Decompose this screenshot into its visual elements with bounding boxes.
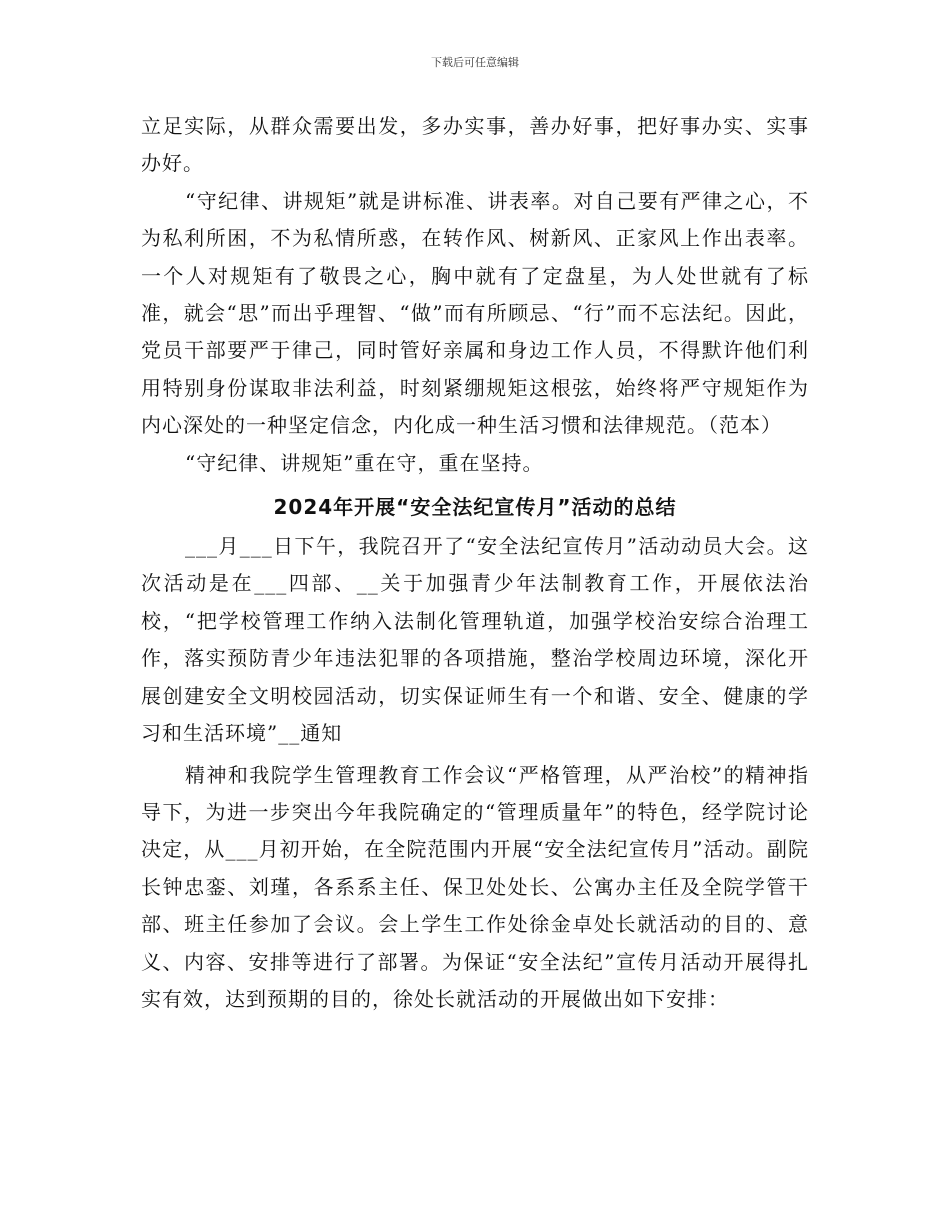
paragraph-meeting-intro: ___月___日下午，我院召开了“安全法纪宣传月”活动动员大会。这次活动是在___四部、__关于加强青少年法制教育工作，开展依法治校，“把学校管理工作纳入法制化管理轨道，加强学校治安综合治理工作，落实预防青少年违法犯罪的各项措施，整治学校周边环境，深化开展创建安全文明校园活动，切实保证师生有一个和谐、安全、健康的学习和生活环境”__通知 [141, 534, 809, 746]
page-header-note: 下载后可任意编辑 [431, 56, 519, 69]
paragraph-discipline-persistence: “守纪律、讲规矩”重在守，重在坚持。 [185, 450, 544, 475]
section-title: 2024年开展“安全法纪宣传月”活动的总结 [273, 495, 677, 520]
document-body [141, 108, 809, 1018]
paragraph-continuation: 立足实际，从群众需要出发，多办实事，善办好事，把好事办实、实事办好。 [141, 114, 809, 176]
paragraph-discipline-standards: “守纪律、讲规矩”就是讲标准、讲表率。对自己要有严律之心，不为私利所困，不为私情所惑，在转作风、树新风、正家风上作出表率。一个人对规矩有了敬畏之心，胸中就有了定盘星，为人处世就有了标准，就会“思”而出乎理智、“做”而有所顾忌、“行”而不忘法纪。因此，党员干部要严于律己，同时管好亲属和身边工作人员，不得默许他们利用特别身份谋取非法利益，时刻紧绷规矩这根弦，始终将严守规矩作为内心深处的一种坚定信念，内化成一种生活习惯和法律规范。（范本） [141, 188, 809, 438]
paragraph-meeting-arrangements: 精神和我院学生管理教育工作会议“严格管理，从严治校”的精神指导下，为进一步突出今年我院确定的“管理质量年”的特色，经学院讨论决定，从___月初开始，在全院范围内开展“安全法纪宣传月”活动。副院长钟忠銮、刘瑾，各系系主任、保卫处处长、公寓办主任及全院学管干部、班主任参加了会议。会上学生工作处徐金卓处长就活动的目的、意义、内容、安排等进行了部署。为保证“安全法纪”宣传月活动开展得扎实有效，达到预期的目的，徐处长就活动的开展做出如下安排： [141, 762, 809, 1011]
